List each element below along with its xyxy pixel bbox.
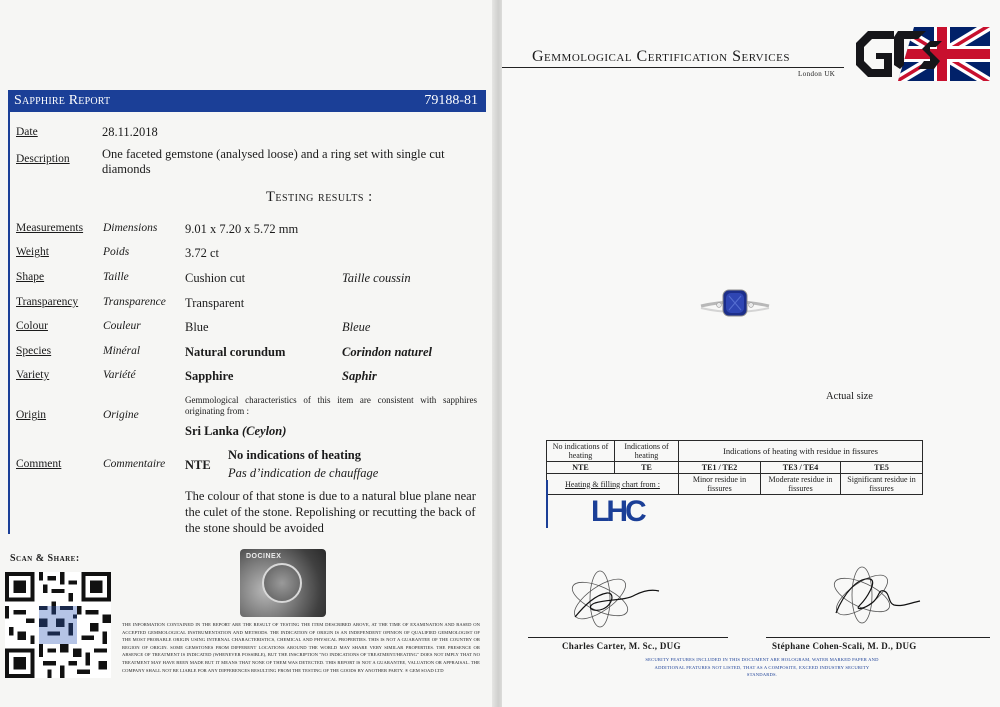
field-value-shape: Cushion cut	[185, 271, 246, 285]
heat-head-nte: No indications of heating	[547, 441, 615, 462]
signature-carter	[555, 565, 665, 635]
report-left-page	[0, 0, 496, 707]
heat-code-te3-te4: TE3 / TE4	[761, 462, 841, 474]
lhc-logo	[591, 495, 644, 533]
field-value-fr-shape: Taille coussin	[342, 271, 411, 285]
field-label-shape: Shape	[16, 271, 45, 283]
field-value-measurements: 9.01 x 7.20 x 5.72 mm	[185, 222, 299, 236]
disclaimer-text: THE INFORMATION CONTAINED IN THE REPORT ARE THE RESULT OF TESTING THE ITEM DESCRIBED ABOVE, AT THE TIME OF EXAMINATION AND BASED ON ACCEPTED GEMMOLOGICAL INSTRUMENTATION AND METHODS. THE INDICATION OF ORIGIN IS AN INDEPENDENT OPINION OF QUALIFIED GEMMOLOGIST OF THE MOST PROBABLE ORIGIN USING INTERNAL CHARACTERISTICS, CHEMICAL AND PHYSICAL PROPERTIES. THIS IS NOT A GUARANTEE OF THE COUNTRY OR REGION OF ORIGIN. SOME GEMSTONES FROM DIFFERENT LOCATIONS AROUND THE WORLD MAY SHARE VERY SIMILAR PROPERTIES. THE PRESENCE OR ABSENCE OF TREATMENT IS INDICATED (WHENEVER POSSIBLE), BUT THE INSCRIPTION "NO INDICATIONS OF TREATMENT/HEATING" DOES NOT IMPLY THAT NO TREATMENT MAY HAVE BEEN MADE BUT IT MEANS THAT NONE OF THEM WAS DETECTED. THIS REPORT IS NOT A GUARANTEE, VALUATION OR APPRAISAL. THE COMPANY SHALL NOT BE LIABLE FOR ANY DIFFERENCES RESULTING FROM THE TESTING OF THE GOODS BY ANOTHER PARTY. ® GEM SOAD LTD	[122, 622, 480, 673]
field-value-fr-colour: Bleue	[342, 320, 371, 334]
description-value: One faceted gemstone (analysed loose) and a ring set with single cut diamonds	[102, 147, 445, 176]
comment-label: Comment	[16, 458, 62, 470]
field-fr-weight: Poids	[103, 246, 130, 258]
field-label-measurements: Measurements	[16, 222, 84, 234]
hologram-seal	[240, 549, 326, 617]
date-value: 28.11.2018	[102, 125, 158, 139]
field-value-transparency: Transparent	[185, 296, 245, 310]
field-fr-transparency: Transparence	[103, 296, 166, 308]
signature-line-1	[528, 637, 728, 638]
field-label-colour: Colour	[16, 320, 48, 332]
heat-code-te5: TE5	[841, 462, 923, 474]
field-value-variety: Sapphire	[185, 369, 234, 383]
actual-size-caption: Actual size	[826, 391, 873, 402]
heat-code-te: TE	[615, 462, 679, 474]
field-label-variety: Variety	[16, 369, 50, 381]
report-number: 79188-81	[424, 93, 478, 108]
field-label-transparency: Transparency	[16, 296, 79, 308]
field-value-fr-species: Corindon naturel	[342, 345, 432, 359]
comment-fr: Commentaire	[103, 458, 166, 470]
heat-head-residue: Indications of heating with residue in fissures	[679, 441, 923, 462]
heat-code-te1-te2: TE1 / TE2	[679, 462, 761, 474]
origin-text: Gemmological characteristics of this item are consistent with sapphires originating from :	[185, 395, 477, 416]
comment-body: The colour of that stone is due to a natural blue plane near the culet of the stone. Repolishing or recutting the back of the stone should be avoided	[185, 489, 476, 535]
qr-code[interactable]	[5, 572, 111, 678]
heat-level-minor: Minor residue in fissures	[679, 474, 761, 495]
gcs-flag-logo-icon	[854, 25, 990, 83]
company-name: Gemmological Certification Services	[532, 48, 790, 65]
field-label-species: Species	[16, 345, 52, 357]
signature-line-2	[766, 637, 990, 638]
description-label: Description	[16, 153, 70, 165]
field-value-species: Natural corundum	[185, 345, 286, 359]
hologram-disc-icon	[262, 563, 302, 603]
field-value-weight: 3.72 ct	[185, 246, 220, 260]
scan-share-label: Scan & Share:	[10, 553, 80, 564]
heating-rule	[546, 480, 548, 528]
signatory-name-2: Stéphane Cohen-Scali, M. D., DUG	[772, 641, 917, 651]
company-rule	[502, 67, 844, 68]
signature-cohen-scali	[814, 563, 924, 633]
comment-code: NTE	[185, 458, 211, 472]
report-right-page	[502, 0, 1000, 707]
heat-chart-label: Heating & filling chart from :	[547, 474, 679, 495]
testing-results-heading: Testing results :	[266, 189, 373, 205]
heat-level-moderate: Moderate residue in fissures	[761, 474, 841, 495]
field-value-colour: Blue	[185, 320, 209, 334]
field-fr-variety: Variété	[103, 369, 136, 381]
comment-line1: No indications of heating	[228, 448, 362, 462]
field-fr-measurements: Dimensions	[103, 222, 158, 234]
heating-chart-table	[546, 440, 923, 495]
company-location: London UK	[798, 70, 836, 78]
field-fr-shape: Taille	[103, 271, 129, 283]
heat-level-significant: Significant residue in fissures	[841, 474, 923, 495]
origin-label: Origin	[16, 409, 47, 421]
origin-country-alt: (Ceylon)	[241, 424, 287, 438]
origin-country	[185, 424, 286, 439]
field-label-weight: Weight	[16, 246, 49, 258]
signatory-name-1: Charles Carter, M. Sc., DUG	[562, 641, 681, 651]
field-fr-species: Minéral	[103, 345, 141, 357]
security-features-note: SECURITY FEATURES INCLUDED IN THIS DOCUMENT ARE HOLOGRAM, WATER MARKED PAPER AND ADDITIONAL FEATURES NOT LISTED, THAT AS A COMPOSITE, EXCEED INDUSTRY SECURITY STANDARDS.	[645, 657, 879, 678]
comment-line1-fr: Pas d’indication de chauffage	[228, 466, 379, 480]
origin-country-name: Sri Lanka	[185, 424, 239, 438]
report-title-bar	[8, 90, 486, 112]
origin-fr: Origine	[103, 409, 139, 421]
left-margin-rule	[8, 112, 10, 534]
lhc-logo-text: LHC	[591, 495, 644, 528]
report-title: Sapphire Report	[14, 93, 111, 108]
ring-photo	[699, 284, 771, 324]
hologram-text: DOCINEX	[246, 553, 282, 560]
heat-head-te: Indications of heating	[615, 441, 679, 462]
date-label: Date	[16, 126, 38, 138]
heat-code-nte: NTE	[547, 462, 615, 474]
field-value-fr-variety: Saphir	[342, 369, 377, 383]
field-fr-colour: Couleur	[103, 320, 141, 332]
